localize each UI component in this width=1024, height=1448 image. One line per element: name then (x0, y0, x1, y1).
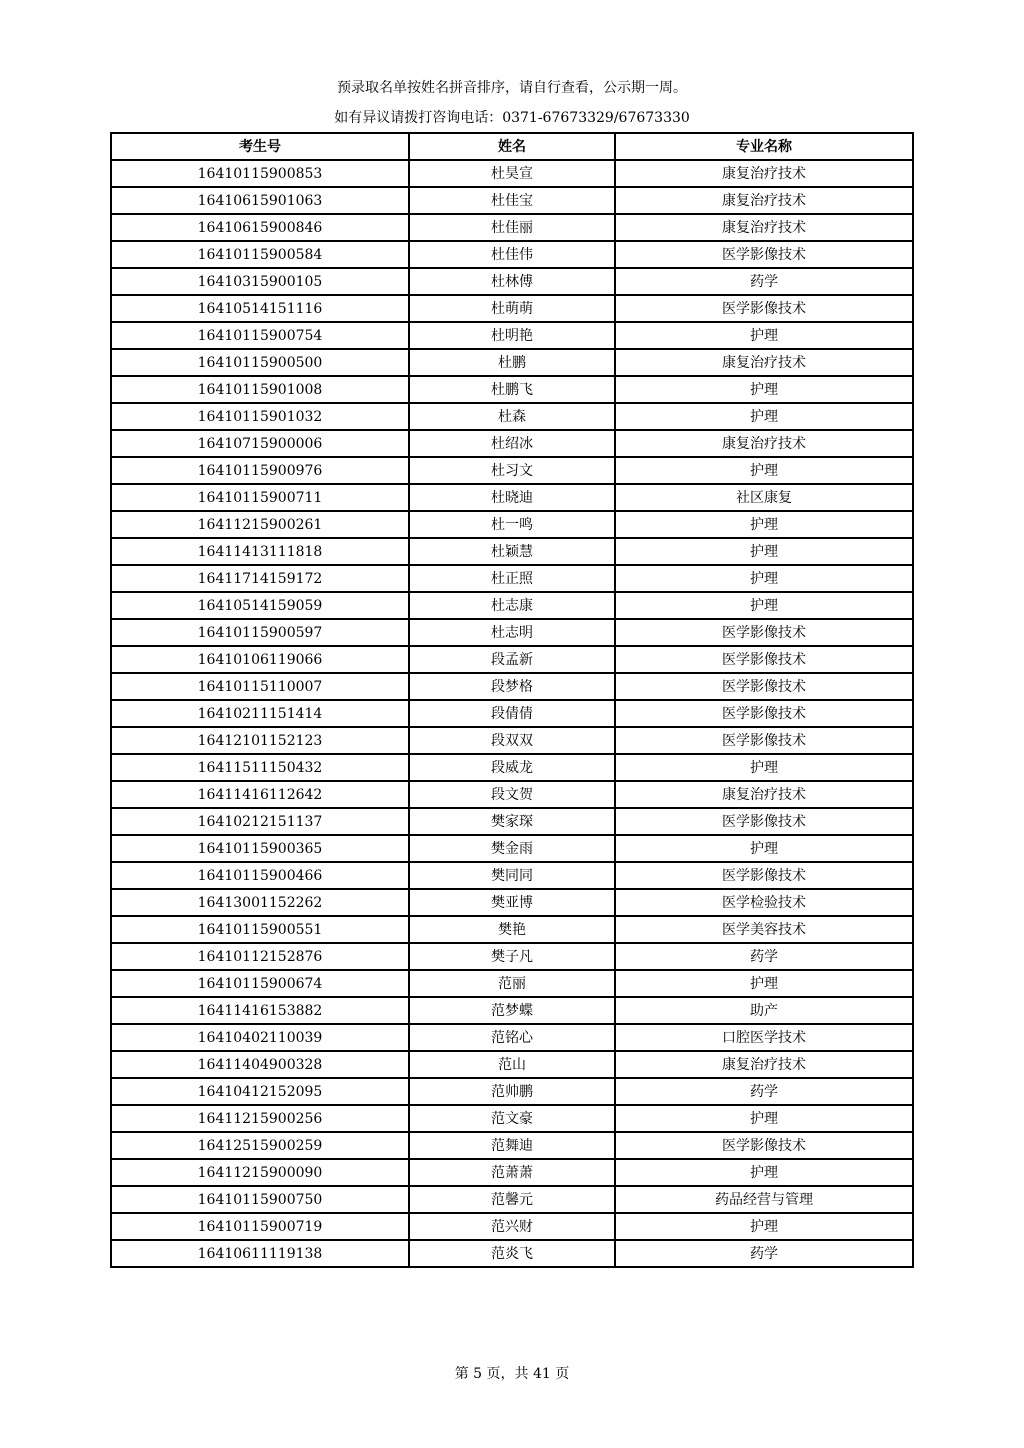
cell-name: 樊子凡 (409, 943, 615, 970)
cell-name: 段孟新 (409, 646, 615, 673)
cell-exam-number: 16411511150432 (111, 754, 409, 781)
cell-major: 药学 (615, 1240, 913, 1267)
table-row (111, 457, 913, 484)
cell-exam-number: 16410115900853 (111, 160, 409, 187)
cell-major: 护理 (615, 1105, 913, 1132)
table-row (111, 295, 913, 322)
cell-name: 范丽 (409, 970, 615, 997)
table-row (111, 673, 913, 700)
cell-exam-number: 16410115900711 (111, 484, 409, 511)
cell-name: 杜鹏飞 (409, 376, 615, 403)
table-row (111, 349, 913, 376)
cell-exam-number: 16410115900674 (111, 970, 409, 997)
table-row (111, 430, 913, 457)
cell-exam-number: 16410115900365 (111, 835, 409, 862)
table-row (111, 1078, 913, 1105)
cell-name: 段倩倩 (409, 700, 615, 727)
cell-name: 段文贺 (409, 781, 615, 808)
cell-major: 护理 (615, 1159, 913, 1186)
cell-major: 护理 (615, 376, 913, 403)
cell-major: 医学影像技术 (615, 808, 913, 835)
cell-name: 杜昊宣 (409, 160, 615, 187)
cell-major: 医学检验技术 (615, 889, 913, 916)
table-row (111, 889, 913, 916)
cell-major: 医学美容技术 (615, 916, 913, 943)
cell-name: 杜林傅 (409, 268, 615, 295)
cell-name: 杜颖慧 (409, 538, 615, 565)
cell-major: 助产 (615, 997, 913, 1024)
cell-exam-number: 16411416112642 (111, 781, 409, 808)
cell-major: 医学影像技术 (615, 727, 913, 754)
cell-major: 医学影像技术 (615, 619, 913, 646)
cell-major: 护理 (615, 835, 913, 862)
cell-major: 护理 (615, 403, 913, 430)
cell-name: 杜正照 (409, 565, 615, 592)
cell-exam-number: 16410112152876 (111, 943, 409, 970)
cell-name: 杜鹏 (409, 349, 615, 376)
cell-exam-number: 16410402110039 (111, 1024, 409, 1051)
cell-major: 医学影像技术 (615, 646, 913, 673)
cell-exam-number: 16410106119066 (111, 646, 409, 673)
cell-exam-number: 16410115900976 (111, 457, 409, 484)
cell-exam-number: 16411404900328 (111, 1051, 409, 1078)
cell-major: 护理 (615, 538, 913, 565)
cell-exam-number: 16410115900551 (111, 916, 409, 943)
cell-exam-number: 16410615901063 (111, 187, 409, 214)
cell-name: 杜森 (409, 403, 615, 430)
table-body (111, 160, 913, 1267)
table-row (111, 1132, 913, 1159)
cell-major: 康复治疗技术 (615, 349, 913, 376)
table-row (111, 727, 913, 754)
table-row (111, 646, 913, 673)
table-row (111, 1240, 913, 1267)
cell-name: 范帅鹏 (409, 1078, 615, 1105)
cell-exam-number: 16410514159059 (111, 592, 409, 619)
table-row (111, 511, 913, 538)
cell-major: 医学影像技术 (615, 673, 913, 700)
cell-major: 医学影像技术 (615, 241, 913, 268)
table-row (111, 565, 913, 592)
cell-major: 社区康复 (615, 484, 913, 511)
table-row (111, 592, 913, 619)
cell-exam-number: 16411215900090 (111, 1159, 409, 1186)
notice-contact-phone: 如有异议请拨打咨询电话：0371-67673329/67673330 (334, 110, 690, 126)
table-row (111, 1186, 913, 1213)
table-header-row (111, 133, 913, 160)
cell-exam-number: 16411714159172 (111, 565, 409, 592)
cell-name: 范山 (409, 1051, 615, 1078)
table-row (111, 619, 913, 646)
cell-exam-number: 16410211151414 (111, 700, 409, 727)
cell-exam-number: 16410115900466 (111, 862, 409, 889)
admission-list-table (110, 132, 914, 1268)
table-row (111, 268, 913, 295)
cell-major: 护理 (615, 322, 913, 349)
table-row (111, 781, 913, 808)
cell-name: 范炎飞 (409, 1240, 615, 1267)
cell-major: 护理 (615, 511, 913, 538)
cell-name: 杜佳宝 (409, 187, 615, 214)
cell-major: 医学影像技术 (615, 295, 913, 322)
cell-exam-number: 16410115900750 (111, 1186, 409, 1213)
header-exam-number: 考生号 (111, 133, 409, 160)
cell-exam-number: 16410115900754 (111, 322, 409, 349)
cell-exam-number: 16410611119138 (111, 1240, 409, 1267)
table-row (111, 403, 913, 430)
notice-sorting: 预录取名单按姓名拼音排序，请自行查看，公示期一周。 (337, 80, 687, 96)
cell-exam-number: 16411215900261 (111, 511, 409, 538)
header-name: 姓名 (409, 133, 615, 160)
cell-name: 段双双 (409, 727, 615, 754)
cell-exam-number: 16410315900105 (111, 268, 409, 295)
cell-major: 护理 (615, 565, 913, 592)
table-row (111, 1105, 913, 1132)
table-row (111, 241, 913, 268)
cell-major: 康复治疗技术 (615, 160, 913, 187)
cell-name: 范梦蝶 (409, 997, 615, 1024)
table-row (111, 808, 913, 835)
table-row (111, 484, 913, 511)
cell-exam-number: 16410115110007 (111, 673, 409, 700)
cell-name: 段梦格 (409, 673, 615, 700)
cell-name: 杜一鸣 (409, 511, 615, 538)
cell-exam-number: 16410115901032 (111, 403, 409, 430)
cell-exam-number: 16412515900259 (111, 1132, 409, 1159)
cell-name: 范兴财 (409, 1213, 615, 1240)
cell-exam-number: 16410115900719 (111, 1213, 409, 1240)
cell-name: 范馨元 (409, 1186, 615, 1213)
cell-name: 樊金雨 (409, 835, 615, 862)
cell-exam-number: 16410115900500 (111, 349, 409, 376)
cell-exam-number: 16411413111818 (111, 538, 409, 565)
table-row (111, 997, 913, 1024)
table-row (111, 700, 913, 727)
cell-name: 段威龙 (409, 754, 615, 781)
cell-name: 樊亚博 (409, 889, 615, 916)
cell-name: 范文豪 (409, 1105, 615, 1132)
cell-name: 杜志康 (409, 592, 615, 619)
cell-major: 药品经营与管理 (615, 1186, 913, 1213)
cell-major: 康复治疗技术 (615, 1051, 913, 1078)
cell-exam-number: 16413001152262 (111, 889, 409, 916)
header-major: 专业名称 (615, 133, 913, 160)
table-row (111, 862, 913, 889)
cell-major: 康复治疗技术 (615, 430, 913, 457)
table-row (111, 1024, 913, 1051)
cell-name: 樊同同 (409, 862, 615, 889)
table-row (111, 754, 913, 781)
cell-name: 杜佳伟 (409, 241, 615, 268)
table-row (111, 376, 913, 403)
cell-name: 杜晓迪 (409, 484, 615, 511)
cell-major: 康复治疗技术 (615, 781, 913, 808)
table-row (111, 1051, 913, 1078)
cell-name: 杜习文 (409, 457, 615, 484)
cell-exam-number: 16410115900584 (111, 241, 409, 268)
table-row (111, 835, 913, 862)
cell-exam-number: 16410615900846 (111, 214, 409, 241)
table-row (111, 187, 913, 214)
cell-exam-number: 16410212151137 (111, 808, 409, 835)
cell-major: 康复治疗技术 (615, 214, 913, 241)
cell-name: 杜佳丽 (409, 214, 615, 241)
table-row (111, 970, 913, 997)
cell-major: 药学 (615, 943, 913, 970)
cell-name: 杜绍冰 (409, 430, 615, 457)
cell-major: 护理 (615, 754, 913, 781)
cell-major: 医学影像技术 (615, 700, 913, 727)
cell-exam-number: 16411416153882 (111, 997, 409, 1024)
table-row (111, 538, 913, 565)
table-row (111, 214, 913, 241)
cell-name: 范铭心 (409, 1024, 615, 1051)
table-row (111, 943, 913, 970)
table-row (111, 916, 913, 943)
cell-exam-number: 16410715900006 (111, 430, 409, 457)
cell-major: 药学 (615, 268, 913, 295)
cell-exam-number: 16412101152123 (111, 727, 409, 754)
cell-exam-number: 16410115901008 (111, 376, 409, 403)
cell-exam-number: 16410115900597 (111, 619, 409, 646)
cell-major: 口腔医学技术 (615, 1024, 913, 1051)
cell-name: 杜萌萌 (409, 295, 615, 322)
cell-name: 范舞迪 (409, 1132, 615, 1159)
table-row (111, 1213, 913, 1240)
cell-major: 医学影像技术 (615, 862, 913, 889)
cell-name: 杜明艳 (409, 322, 615, 349)
cell-major: 护理 (615, 1213, 913, 1240)
page-number: 第 5 页，共 41 页 (454, 1366, 570, 1382)
table-row (111, 1159, 913, 1186)
cell-name: 樊艳 (409, 916, 615, 943)
cell-major: 医学影像技术 (615, 1132, 913, 1159)
cell-name: 樊家琛 (409, 808, 615, 835)
table-row (111, 322, 913, 349)
cell-exam-number: 16410412152095 (111, 1078, 409, 1105)
cell-major: 护理 (615, 457, 913, 484)
cell-major: 护理 (615, 592, 913, 619)
table-row (111, 160, 913, 187)
cell-exam-number: 16411215900256 (111, 1105, 409, 1132)
cell-exam-number: 16410514151116 (111, 295, 409, 322)
cell-major: 康复治疗技术 (615, 187, 913, 214)
cell-major: 药学 (615, 1078, 913, 1105)
cell-name: 范萧萧 (409, 1159, 615, 1186)
cell-name: 杜志明 (409, 619, 615, 646)
cell-major: 护理 (615, 970, 913, 997)
